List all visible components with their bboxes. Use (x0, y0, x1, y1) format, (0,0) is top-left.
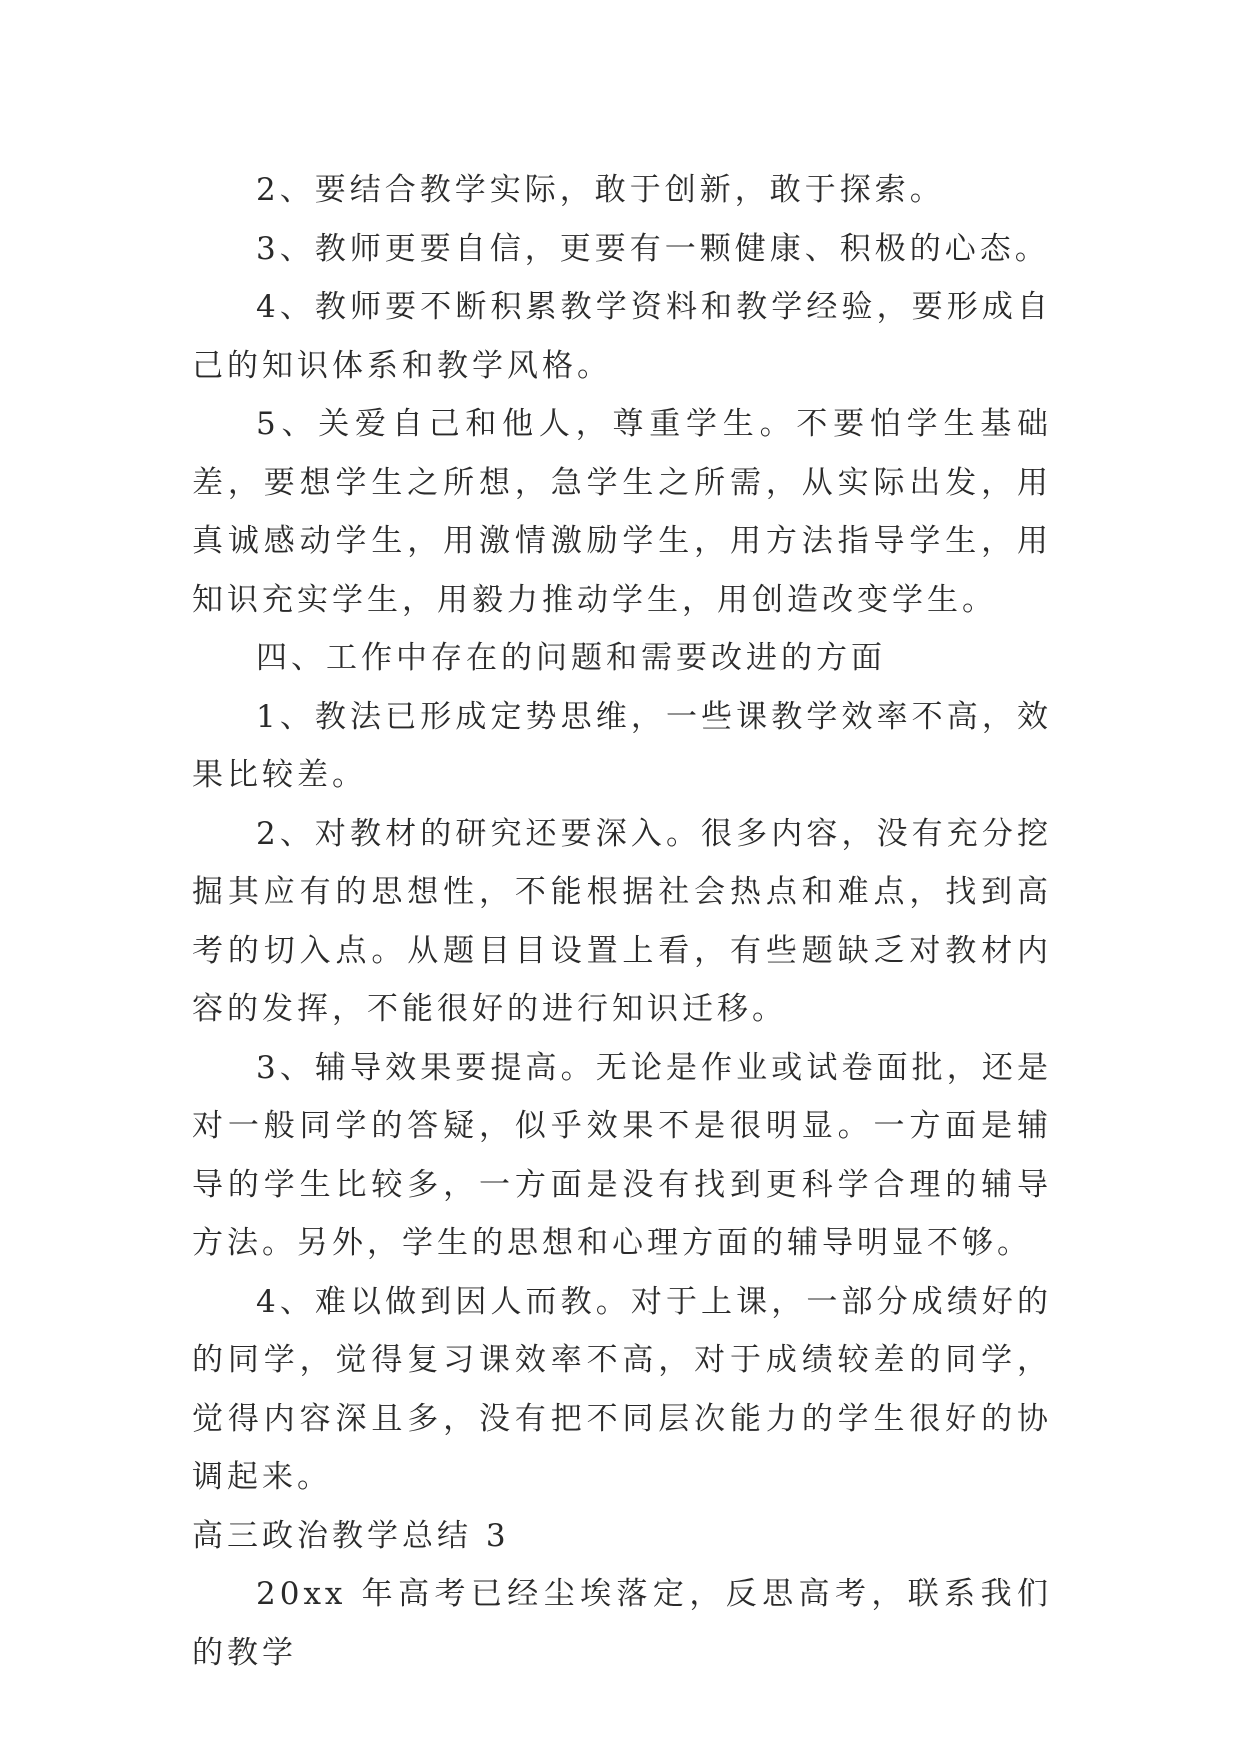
paragraph-7: 2、对教材的研究还要深入。很多内容，没有充分挖掘其应有的思想性，不能根据社会热点和难点，找到高考的切入点。从题目目设置上看，有些题缺乏对教材内容的发挥，不能很好的进行知识迁移。 (192, 815, 1052, 1027)
paragraph-6: 1、教法已形成定势思维，一些课教学效率不高，效果比较差。 (192, 698, 1052, 793)
paragraph-3: 4、教师要不断积累教学资料和教学经验，要形成自己的知识体系和教学风格。 (192, 289, 1052, 384)
paragraph-4: 5、关爱自己和他人，尊重学生。不要怕学生基础差，要想学生之所想，急学生之所需，从实际出发，用真诚感动学生，用激情激励学生，用方法指导学生，用知识充实学生，用毅力推动学生，用创造改变学生。 (192, 406, 1052, 618)
document-body (192, 161, 1052, 1682)
paragraph-11: 20xx 年高考已经尘埃落定，反思高考，联系我们的教学 (192, 1576, 1052, 1671)
document-subtitle: 高三政治教学总结 3 (192, 1517, 510, 1554)
section-heading-4: 四、工作中存在的问题和需要改进的方面 (256, 640, 886, 676)
paragraph-9: 4、难以做到因人而教。对于上课，一部分成绩好的的同学，觉得复习课效率不高，对于成绩较差的同学，觉得内容深且多，没有把不同层次能力的学生很好的协调起来。 (192, 1283, 1052, 1495)
paragraph-8: 3、辅导效果要提高。无论是作业或试卷面批，还是对一般同学的答疑，似乎效果不是很明显。一方面是辅导的学生比较多，一方面是没有找到更科学合理的辅导方法。另外，学生的思想和心理方面的辅导明显不够。 (192, 1049, 1052, 1261)
paragraph-1: 2、要结合教学实际，敢于创新，敢于探索。 (256, 172, 945, 208)
paragraph-2: 3、教师更要自信，更要有一颗健康、积极的心态。 (256, 230, 1050, 267)
